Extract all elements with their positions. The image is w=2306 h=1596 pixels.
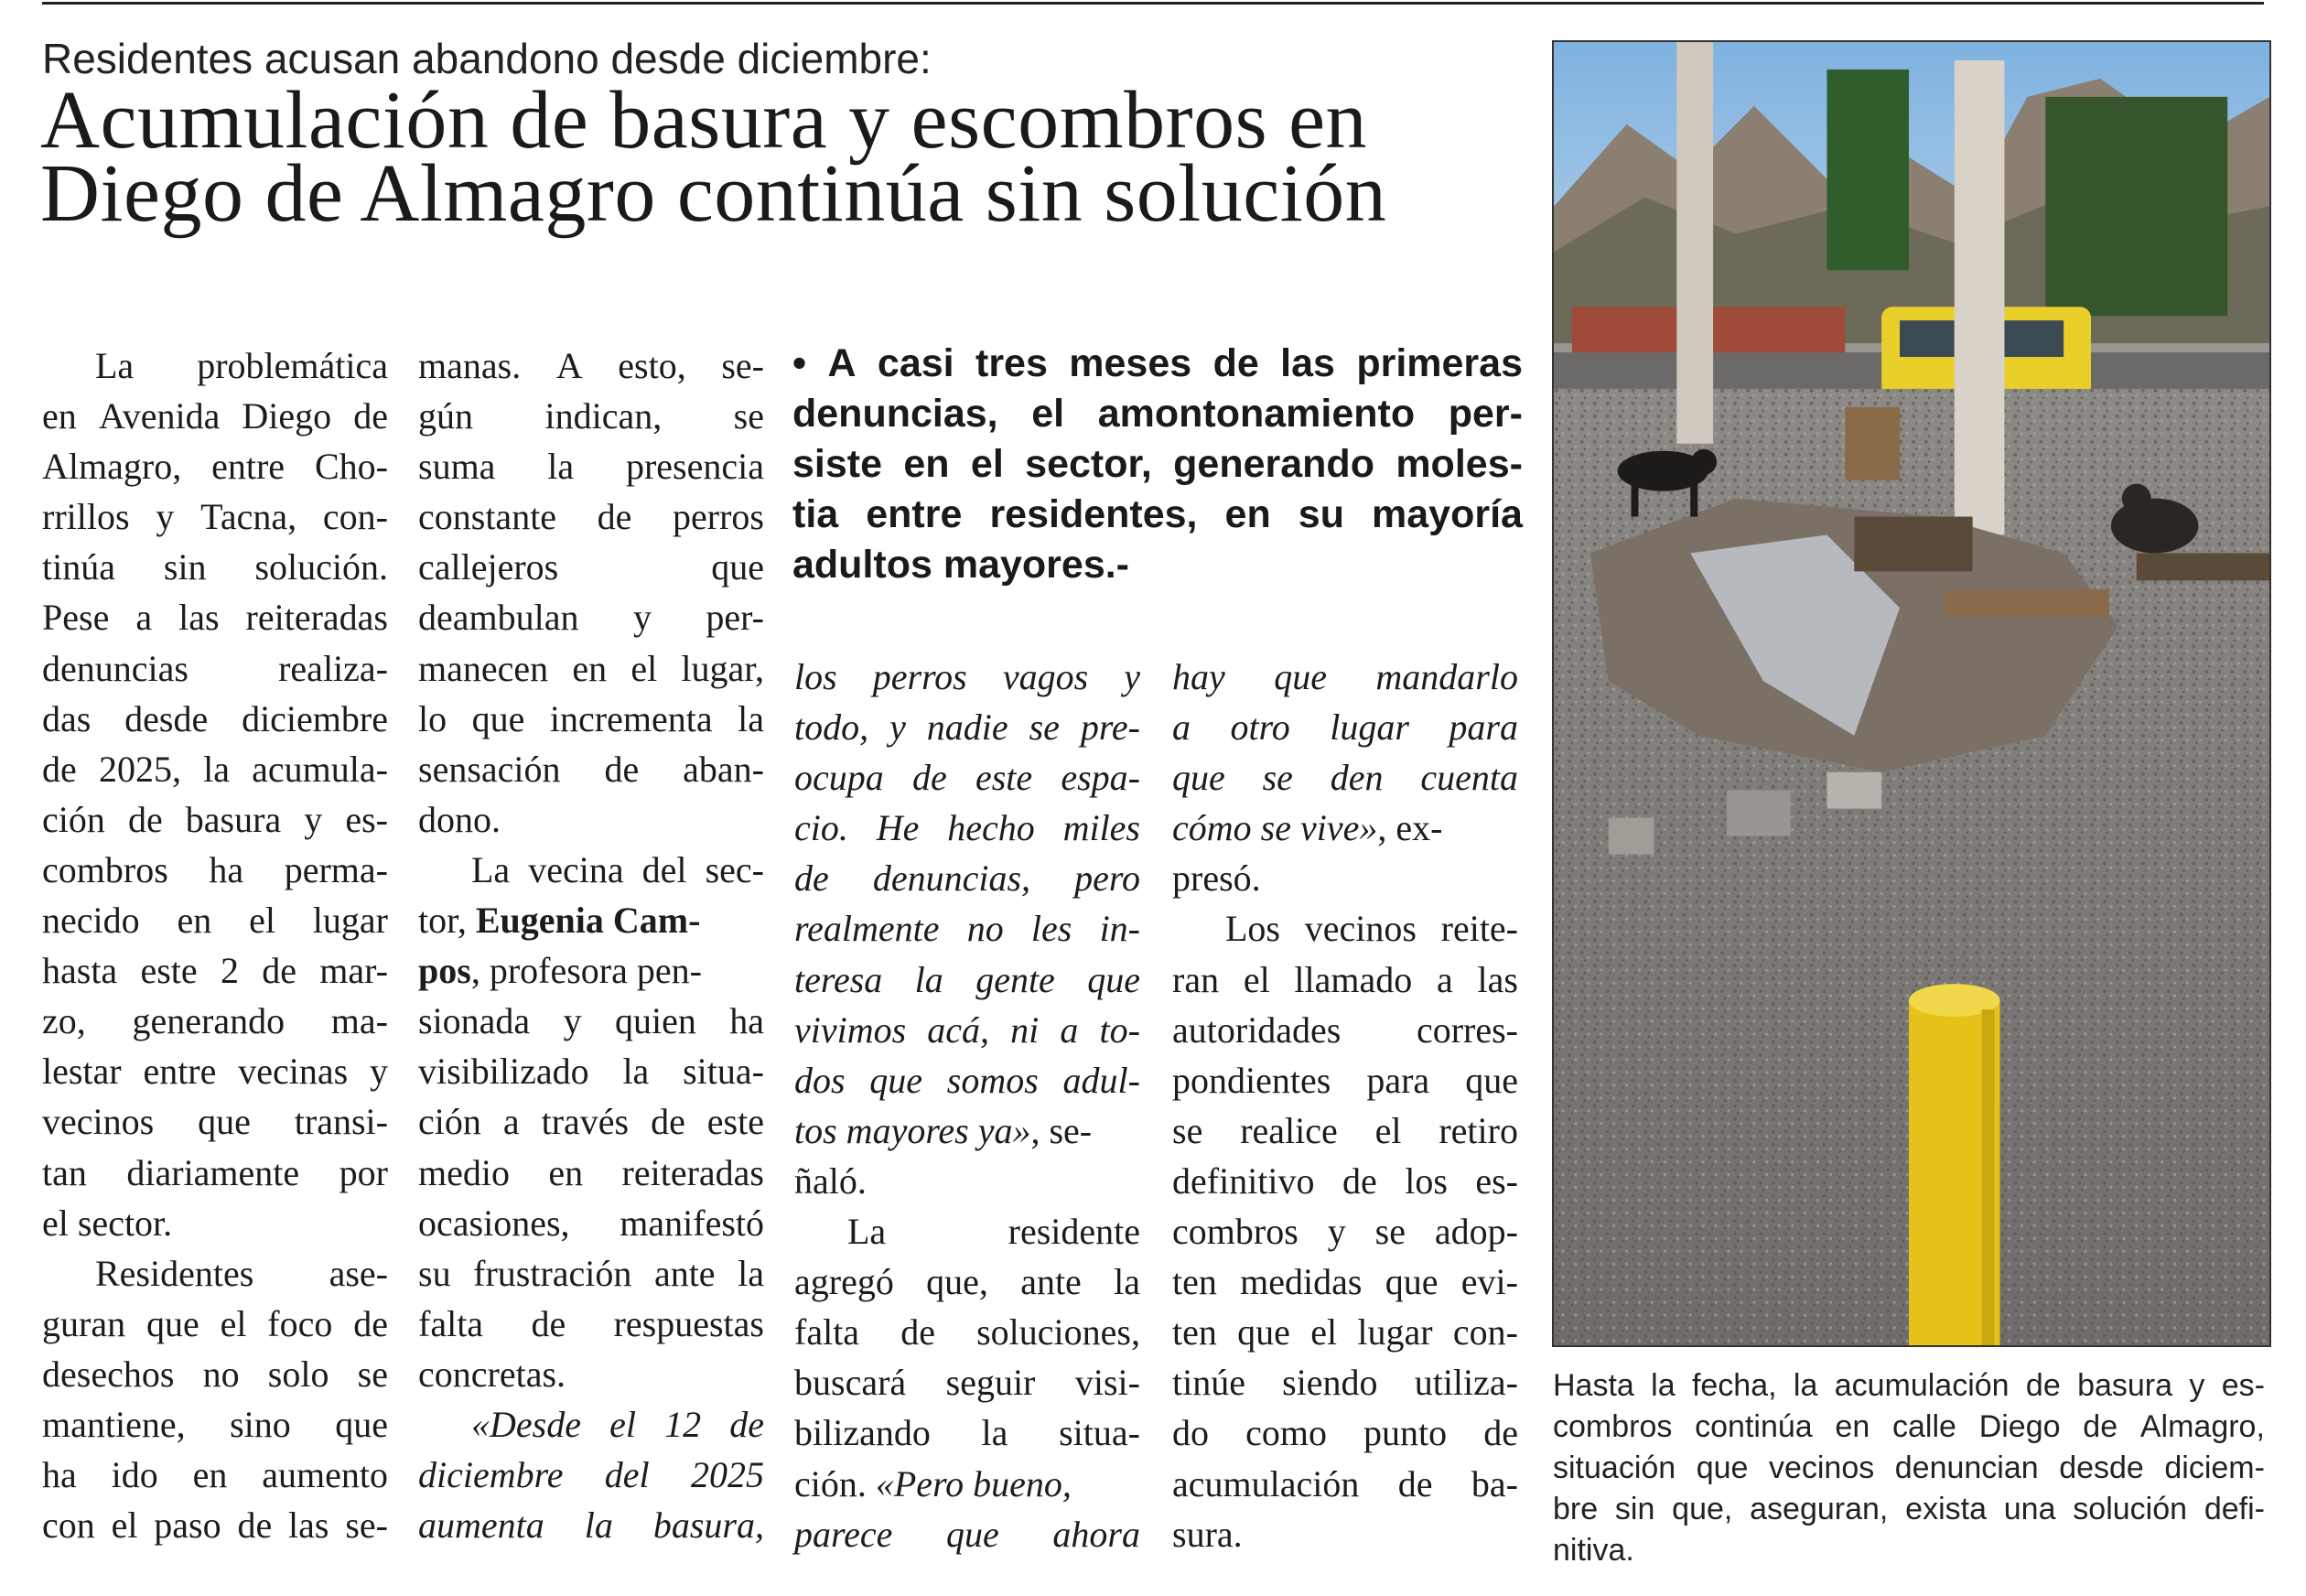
article-column-3 <box>794 652 1140 1559</box>
text-line: manas. A esto, se- <box>418 345 764 386</box>
text-line: ha ido en aumento <box>42 1454 388 1496</box>
lead-line: denuncias, el amontonamiento per- <box>792 392 1523 436</box>
quote-line: hay que mandarlo <box>1172 656 1518 697</box>
text-line: autoridades corres- <box>1172 1008 1518 1051</box>
text-line: ten medidas que evi- <box>1172 1261 1518 1303</box>
text-line: La residente <box>847 1211 1140 1253</box>
quote-line: «Desde el 12 de <box>471 1403 764 1445</box>
quote-line: a otro lugar para <box>1172 706 1518 749</box>
text-line: sensación de aban- <box>418 748 764 790</box>
article-kicker: Residentes acusan abandono desde diciembre: <box>42 35 932 82</box>
text-line: desechos no solo se <box>42 1353 388 1395</box>
article-column-1 <box>42 340 388 1550</box>
person-name: pos <box>418 950 471 992</box>
text-line: La vecina del sec- <box>471 848 764 890</box>
text-line: ción a través de este <box>418 1101 764 1143</box>
text-line: rrillos y Tacna, con- <box>42 496 388 538</box>
photo-illustration <box>1554 42 2269 1345</box>
text-line: ción. «Pero bueno, <box>794 1462 1072 1504</box>
quote-line: realmente no les in- <box>794 908 1140 950</box>
text-line: tinúa sin solución. <box>42 546 388 588</box>
text-line: Almagro, entre Cho- <box>42 446 388 488</box>
text-line: cómo se vive» , ex- <box>1172 807 1443 849</box>
text-line: acumulación de ba- <box>1172 1462 1518 1504</box>
text-line: con el paso de las se- <box>42 1504 388 1547</box>
caption-line: Hasta la fecha, la acumulación de basura y es- <box>1553 1368 2265 1403</box>
text-line: Los vecinos reite- <box>1225 908 1518 950</box>
headline-line: Diego de Almagro continúa sin solución <box>40 148 1387 239</box>
caption-line: bre sin que, aseguran, exista una solución defi- <box>1553 1492 2265 1526</box>
text-line: La problemática <box>95 345 388 386</box>
text-line: presó. <box>1172 857 1261 900</box>
text-line: do como punto de <box>1172 1412 1518 1454</box>
text-line: sura. <box>1172 1513 1243 1555</box>
text-line: vecinos que transi- <box>42 1101 388 1143</box>
text-line: tinúe siendo utiliza- <box>1172 1362 1518 1404</box>
text-line: buscará seguir visi- <box>794 1362 1140 1404</box>
text-line: lo que incrementa la <box>418 697 764 739</box>
quote-line: diciembre del 2025 <box>418 1454 764 1496</box>
yellow-post <box>1909 984 1999 1345</box>
top-rule <box>42 2 2264 5</box>
lead-line: • A casi tres meses de las primeras <box>792 341 1523 385</box>
text-line: dono. <box>418 798 501 840</box>
article-column-2 <box>418 340 764 1550</box>
text-line: definitivo de los es- <box>1172 1159 1518 1202</box>
text-line: en Avenida Diego de <box>42 395 388 437</box>
text-line: su frustración ante la <box>418 1252 764 1294</box>
headline-line: Acumulación de basura y escombros en <box>40 75 1368 166</box>
text-line: suma la presencia <box>418 446 764 488</box>
text-line: denuncias realiza- <box>42 647 388 689</box>
text-line: combros ha perma- <box>42 848 388 890</box>
text-line: ten que el lugar con- <box>1172 1311 1518 1353</box>
text-line: bilizando la situa- <box>794 1412 1140 1454</box>
text-line: Pese a las reiteradas <box>42 597 388 639</box>
article-headline <box>40 75 1541 239</box>
text-line: el sector. <box>42 1202 173 1244</box>
photo-caption <box>1553 1365 2265 1571</box>
text-line: pos , profesora pen- <box>418 945 764 996</box>
text-line: guran que el foco de <box>42 1302 388 1344</box>
text-line: visibilizado la situa- <box>418 1051 764 1093</box>
text-line: concretas. <box>418 1353 566 1395</box>
text-line: ran el llamado a las <box>1172 958 1518 1000</box>
quote-line: teresa la gente que <box>794 958 1140 1000</box>
lead-line: adultos mayores.- <box>792 543 1129 587</box>
article-photo <box>1552 40 2271 1347</box>
quote-line: de denuncias, pero <box>794 857 1140 900</box>
text-line: tos mayores ya» , se- <box>794 1109 1093 1151</box>
text-line: Residentes ase- <box>95 1252 388 1294</box>
quote-line: parece que ahora <box>794 1513 1140 1555</box>
text-line: medio en reiteradas <box>418 1151 764 1193</box>
text-line: mantiene, sino que <box>42 1403 388 1445</box>
lead-line: siste en el sector, generando moles- <box>792 442 1523 486</box>
text-line: ocasiones, manifestó <box>418 1202 764 1244</box>
text-line: lestar entre vecinas y <box>42 1051 388 1093</box>
text-line: tor, Eugenia Cam- <box>418 895 764 945</box>
quote-line: ocupa de este espa- <box>794 757 1140 799</box>
text-line: ción de basura y es- <box>42 798 388 840</box>
text-line: hasta este 2 de mar- <box>42 950 388 992</box>
quote-line: cio. He hecho miles <box>794 807 1140 849</box>
caption-line: nitiva. <box>1553 1533 1634 1568</box>
person-name: Eugenia Cam- <box>475 900 701 942</box>
text-line: combros y se adop- <box>1172 1211 1518 1253</box>
text-line: zo, generando ma- <box>42 1000 388 1042</box>
quote-line: que se den cuenta <box>1172 757 1518 799</box>
quote-line: dos que somos adul- <box>794 1059 1140 1101</box>
text-line: ñaló. <box>794 1159 867 1202</box>
quote-line: vivimos acá, ni a to- <box>794 1008 1140 1051</box>
text-line: necido en el lugar <box>42 900 388 942</box>
text-line: falta de soluciones, <box>794 1311 1140 1353</box>
lead-line: tia entre residentes, en su mayoría <box>792 492 1523 536</box>
caption-line: situación que vecinos denuncian desde diciem- <box>1553 1450 2265 1485</box>
text-line: manecen en el lugar, <box>418 647 764 689</box>
text-line: se realice el retiro <box>1172 1109 1518 1151</box>
article-column-4 <box>1172 652 1518 1559</box>
text-line: agregó que, ante la <box>794 1261 1140 1303</box>
text-line: sionada y quien ha <box>418 1000 764 1042</box>
text-line: gún indican, se <box>418 395 764 437</box>
text-line: de 2025, la acumula- <box>42 748 388 790</box>
quote-line: todo, y nadie se pre- <box>794 706 1140 749</box>
text-line: pondientes para que <box>1172 1059 1518 1101</box>
text-line: deambulan y per- <box>418 597 764 639</box>
text-line: das desde diciembre <box>42 697 388 739</box>
text-line: constante de perros <box>418 496 764 538</box>
quote-line: aumenta la basura, <box>418 1504 764 1547</box>
text-line: tan diariamente por <box>42 1151 388 1193</box>
quote-line: los perros vagos y <box>794 656 1140 697</box>
caption-line: combros continúa en calle Diego de Almagro, <box>1553 1409 2265 1444</box>
text-line: callejeros que <box>418 546 764 588</box>
text-line: falta de respuestas <box>418 1302 764 1344</box>
article-lead <box>792 339 1523 590</box>
